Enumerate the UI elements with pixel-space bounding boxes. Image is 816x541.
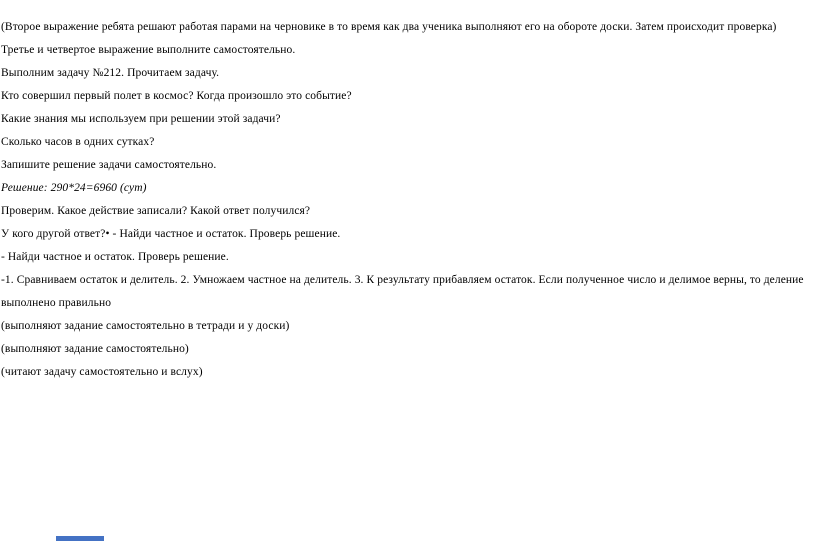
paragraph-question-space-flight: Кто совершил первый полет в космос? Когда произошло это событие? xyxy=(1,90,352,102)
paragraph-check-algorithm: -1. Сравниваем остаток и делитель. 2. Умножаем частное на делитель. 3. К результату прибавляем остаток. Если полученное число и делимое верны, то деление выполнено правильно xyxy=(1,274,804,309)
paragraph-instruction-expressions: Третье и четвертое выражение выполните самостоятельно. xyxy=(1,44,296,56)
paragraph-note-notebook-and-board: (выполняют задание самостоятельно в тетради и у доски) xyxy=(1,320,290,332)
page-bottom-blue-bar xyxy=(56,536,104,541)
paragraph-solution: Решение: 290*24=6960 (сут) xyxy=(1,182,147,194)
paragraph-note-pair-work: (Второе выражение ребята решают работая парами на черновике в то время как два ученика выполняют его на обороте доски. Затем происходит проверка) xyxy=(1,21,777,33)
paragraph-check-question: Проверим. Какое действие записали? Какой ответ получился? xyxy=(1,205,311,217)
paragraph-find-quotient: - Найди частное и остаток. Проверь решение. xyxy=(1,251,229,263)
paragraph-instruction-write-solution: Запишите решение задачи самостоятельно. xyxy=(1,159,217,171)
paragraph-other-answer: У кого другой ответ?• - Найди частное и остаток. Проверь решение. xyxy=(1,228,341,240)
paragraph-task-212: Выполним задачу №212. Прочитаем задачу. xyxy=(1,67,220,79)
paragraph-note-read-aloud: (читают задачу самостоятельно и вслух) xyxy=(1,366,203,378)
paragraph-question-knowledge: Какие знания мы используем при решении этой задачи? xyxy=(1,113,281,125)
paragraph-question-hours-in-day: Сколько часов в одних сутках? xyxy=(1,136,155,148)
paragraph-note-independent: (выполняют задание самостоятельно) xyxy=(1,343,189,355)
